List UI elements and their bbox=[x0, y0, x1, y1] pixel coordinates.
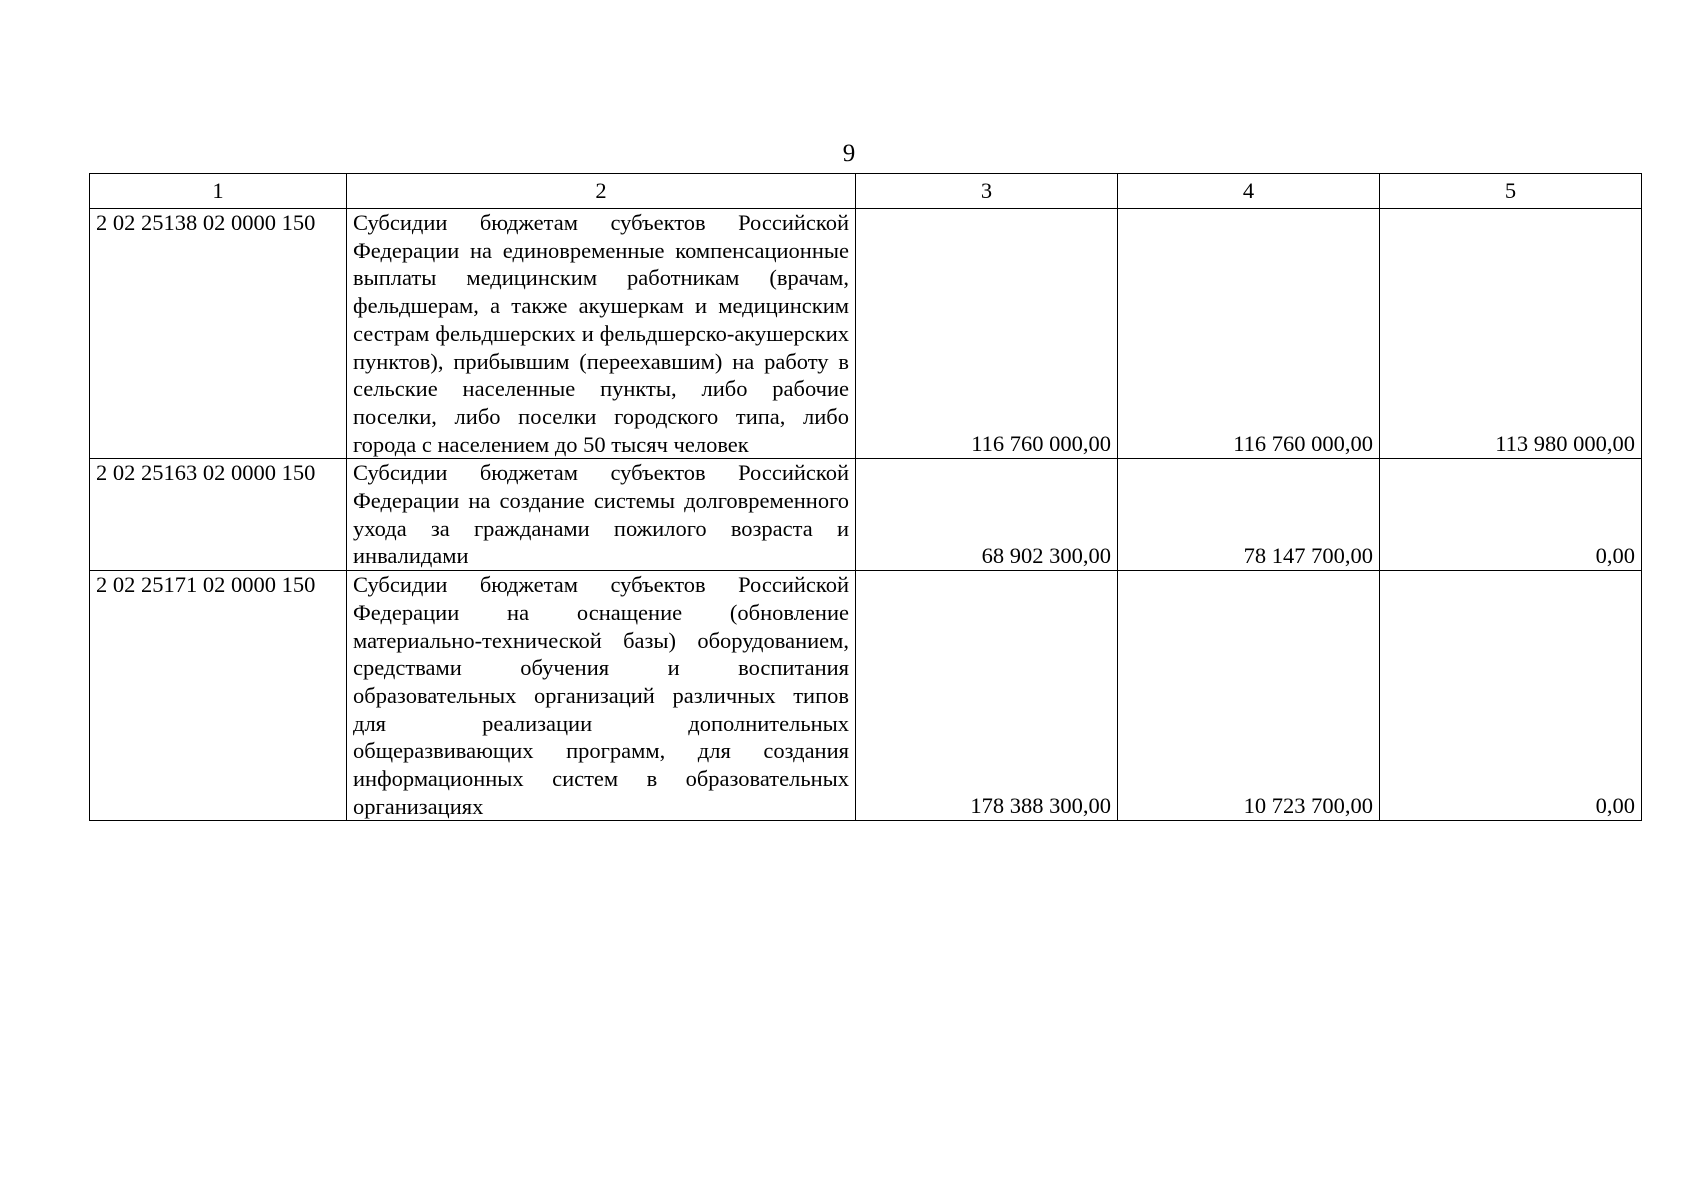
row-description: Субсидии бюджетам субъектов Российской Федерации на единовременные компенсационные выплаты медицинским работникам (врачам, фельдшерам, а также акушеркам и медицинским сестрам фельдшерских и фельдшерско-акушерских пунктов), прибывшим (переехавшим) на работу в сельские населенные пункты, либо рабочие поселки, либо поселки городского типа, либо города с населением до 50 тысяч человек bbox=[347, 209, 856, 459]
row-value-col5: 113 980 000,00 bbox=[1380, 209, 1642, 459]
header-row bbox=[90, 174, 1642, 209]
table-row bbox=[90, 209, 1642, 459]
table-row bbox=[90, 571, 1642, 821]
row-description: Субсидии бюджетам субъектов Российской Федерации на оснащение (обновление материально-технической базы) оборудованием, средствами обучения и воспитания образовательных организаций различных типов для реализации дополнительных общеразвивающих программ, для создания информационных систем в образовательных организациях bbox=[347, 571, 856, 821]
row-value-col5: 0,00 bbox=[1380, 571, 1642, 821]
row-value-col3: 178 388 300,00 bbox=[856, 571, 1118, 821]
row-code: 2 02 25138 02 0000 150 bbox=[90, 209, 347, 459]
row-value-col5: 0,00 bbox=[1380, 459, 1642, 571]
table-row bbox=[90, 459, 1642, 571]
header-col-2: 2 bbox=[347, 174, 856, 209]
row-code: 2 02 25163 02 0000 150 bbox=[90, 459, 347, 571]
row-value-col3: 68 902 300,00 bbox=[856, 459, 1118, 571]
row-code: 2 02 25171 02 0000 150 bbox=[90, 571, 347, 821]
page-number: 9 bbox=[842, 140, 856, 167]
table-header bbox=[90, 174, 1642, 209]
header-col-5: 5 bbox=[1380, 174, 1642, 209]
header-col-1: 1 bbox=[90, 174, 347, 209]
row-description: Субсидии бюджетам субъектов Российской Федерации на создание системы долговременного ухода за гражданами пожилого возраста и инвалидами bbox=[347, 459, 856, 571]
table-body bbox=[90, 209, 1642, 821]
header-col-4: 4 bbox=[1118, 174, 1380, 209]
budget-table bbox=[89, 173, 1642, 821]
row-value-col4: 116 760 000,00 bbox=[1118, 209, 1380, 459]
header-col-3: 3 bbox=[856, 174, 1118, 209]
row-value-col4: 78 147 700,00 bbox=[1118, 459, 1380, 571]
row-value-col3: 116 760 000,00 bbox=[856, 209, 1118, 459]
row-value-col4: 10 723 700,00 bbox=[1118, 571, 1380, 821]
